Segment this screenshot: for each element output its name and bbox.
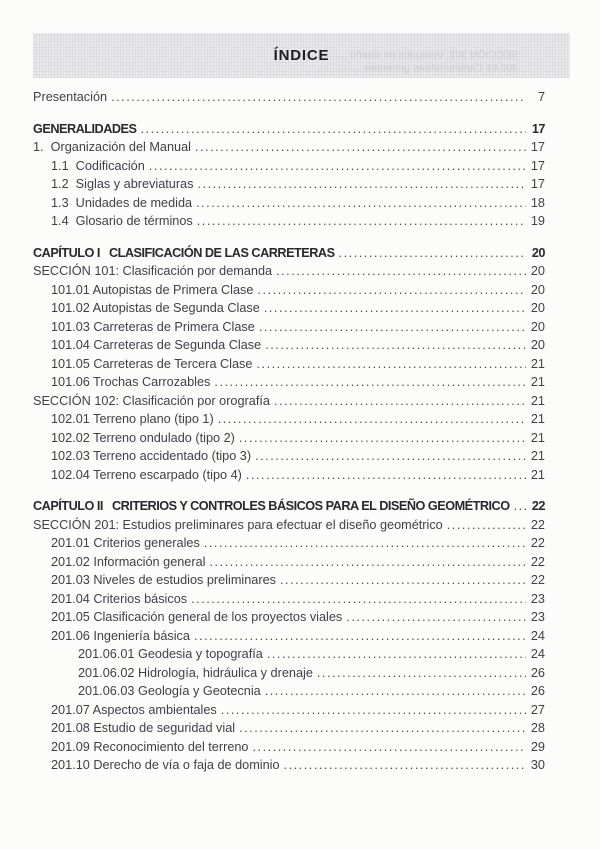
toc-row [33,429,545,448]
toc-entry-label: 201.06.02 Hidrología, hidráulica y drenaje [78,665,313,680]
toc-entry-label: 201.07 Aspectos ambientales [51,702,217,717]
toc-row [33,738,545,757]
toc-entry-label: 201.06.03 Geología y Geotecnia [78,684,261,698]
dot-leader [221,701,526,720]
dot-leader [239,719,526,738]
toc-row [33,682,545,701]
toc-row [33,719,545,738]
toc-row [33,516,545,535]
toc-row [33,281,545,300]
toc-entry-page: 20 [530,282,545,297]
toc-entry-page: 20 [531,245,545,260]
dot-leader [276,262,526,281]
dot-leader [447,516,526,535]
toc-row [33,534,545,553]
dot-leader [259,318,526,337]
toc-entry-page: 30 [530,758,545,772]
dot-leader [253,738,527,757]
dot-leader [274,392,526,411]
toc-entry-page: 21 [530,375,545,389]
toc-entry-label: 1. Organización del Manual [33,140,191,154]
toc-entry-page: 22 [530,573,545,587]
toc-entry-label: 101.03 Carreteras de Primera Clase [51,319,255,334]
dot-leader [284,756,526,775]
toc-entry-label: 201.06 Ingeniería básica [51,628,190,643]
toc-entry-page: 21 [530,430,545,445]
toc-entry-label: 201.03 Niveles de estudios preliminares [51,573,276,587]
toc-entry-label: 201.06.01 Geodesia y topografía [78,647,263,661]
toc-row [33,262,545,281]
toc-row [33,410,545,429]
toc-entry-page: 21 [530,449,545,463]
dot-leader [267,645,526,664]
toc-entry-page: 24 [530,628,545,643]
dot-leader [149,157,526,176]
dot-leader [264,299,526,318]
toc-entry-label: 1.4 Glosario de términos [51,214,193,228]
toc-row [33,664,545,683]
toc-row [33,645,545,664]
toc-row [33,318,545,337]
toc-entry-page: 20 [530,301,545,315]
toc-entry-page: 20 [530,338,545,352]
toc-row [33,392,545,411]
toc-entry-page: 22 [530,536,545,550]
toc-entry-label: SECCIÓN 201: Estudios preliminares para efectuar el diseño geométrico [33,517,443,532]
toc-row [33,553,545,572]
toc-entry-label: CAPÍTULO I CLASIFICACIÓN DE LAS CARRETERAS [33,245,335,260]
page-title: ÍNDICE [273,47,330,64]
toc-entry-page: 19 [530,214,545,228]
dot-leader [196,194,526,213]
toc-entry-page: 26 [530,665,545,680]
dot-leader [209,553,526,572]
toc-row [33,244,545,263]
toc-entry-page: 17 [530,140,545,154]
toc-entry-page: 21 [530,467,545,482]
toc-entry-page: 26 [530,684,545,698]
toc-entry-label: 102.03 Terreno accidentado (tipo 3) [51,449,252,463]
toc-entry-label: 101.06 Trochas Carrozables [51,375,211,389]
toc-entry-label: 201.08 Estudio de seguridad vial [51,721,236,735]
toc-row [33,88,545,107]
toc-entry-page: 23 [530,610,545,624]
toc-group [33,88,545,107]
toc-row [33,608,545,627]
toc-row [33,299,545,318]
toc-entry-label: 201.05 Clasificación general de los proyectos viales [51,610,343,624]
toc-entry-label: 101.02 Autopistas de Segunda Clase [51,301,260,315]
toc-list [33,88,545,775]
toc-entry-page: 29 [530,739,545,754]
dot-leader [255,447,526,466]
dot-leader [194,627,526,646]
toc-entry-page: 22 [531,499,545,513]
dot-leader [246,466,526,485]
toc-entry-label: 102.01 Terreno plano (tipo 1) [51,412,214,426]
dot-leader [195,138,526,157]
toc-row [33,373,545,392]
dot-leader [111,88,526,107]
toc-entry-label: 201.09 Reconocimiento del terreno [51,739,249,754]
ghost-line: 302.01 Características generales ............... [317,62,518,74]
toc-group [33,120,545,231]
toc-entry-page: 20 [530,264,545,278]
toc-row [33,355,545,374]
toc-entry-page: 7 [537,90,545,104]
toc-entry-label: SECCIÓN 101: Clasificación por demanda [33,264,273,278]
toc-row [33,447,545,466]
toc-row [33,157,545,176]
toc-entry-page: 21 [530,412,545,426]
toc-entry-label: 101.01 Autopistas de Primera Clase [51,282,254,297]
dot-leader [191,590,526,609]
toc-entry-label: GENERALIDADES [33,121,137,136]
toc-row [33,466,545,485]
dot-leader [265,682,526,701]
toc-entry-label: 1.2 Siglas y abreviaturas [51,177,194,191]
toc-entry-label: 201.02 Información general [51,554,206,569]
toc-row [33,627,545,646]
dot-leader [280,571,526,590]
toc-entry-page: 24 [530,647,545,661]
toc-row [33,701,545,720]
dot-leader [197,175,526,194]
toc-entry-label: SECCIÓN 102: Clasificación por orografía [33,393,270,408]
toc-entry-label: 101.04 Carreteras de Segunda Clase [51,338,262,352]
toc-entry-page: 28 [530,721,545,735]
toc-entry-label: Presentación [33,90,108,104]
toc-group [33,244,545,485]
toc-entry-label: 1.1 Codificación [51,158,145,173]
dot-leader [197,212,526,231]
dot-leader [256,355,526,374]
dot-leader [317,664,526,683]
toc-row [33,120,545,139]
toc-row [33,571,545,590]
toc-entry-page: 22 [530,554,545,569]
dot-leader [140,120,526,139]
toc-entry-page: 17 [531,121,545,136]
ghost-line: SECCIÓN 302: Vehículos de diseño ............ [311,49,518,61]
toc-row [33,756,545,775]
toc-entry-page: 23 [530,591,545,606]
toc-row [33,138,545,157]
toc-entry-page: 27 [530,702,545,717]
dot-leader [204,534,526,553]
toc-row [33,336,545,355]
toc-row [33,590,545,609]
dot-leader [265,336,526,355]
toc-entry-page: 18 [530,195,545,210]
toc-entry-page: 21 [530,393,545,408]
toc-entry-label: 102.04 Terreno escarpado (tipo 4) [51,467,242,482]
toc-row [33,497,545,516]
toc-entry-label: CAPÍTULO II CRITERIOS Y CONTROLES BÁSICOS PARA EL DISEÑO GEOMÉTRICO [33,499,510,513]
dot-leader [339,244,526,263]
toc-row [33,212,545,231]
toc-entry-page: 17 [530,177,545,191]
toc-entry-label: 201.01 Criterios generales [51,536,200,550]
dot-leader [346,608,526,627]
toc-entry-page: 22 [530,517,545,532]
show-through-ghost-text [308,49,518,75]
dot-leader [257,281,526,300]
toc-entry-page: 17 [530,158,545,173]
index-title-band [33,33,570,78]
toc-entry-label: 102.02 Terreno ondulado (tipo 2) [51,430,235,445]
toc-entry-label: 1.3 Unidades de medida [51,195,193,210]
toc-entry-label: 101.05 Carreteras de Tercera Clase [51,356,253,371]
toc-entry-label: 201.04 Criterios básicos [51,591,188,606]
toc-entry-page: 20 [530,319,545,334]
dot-leader [239,429,526,448]
dot-leader [214,373,526,392]
toc-entry-label: 201.10 Derecho de vía o faja de dominio [51,758,280,772]
toc-entry-page: 21 [530,356,545,371]
toc-group [33,497,545,775]
toc-row [33,194,545,213]
dot-leader [218,410,526,429]
dot-leader [514,497,526,516]
toc-row [33,175,545,194]
